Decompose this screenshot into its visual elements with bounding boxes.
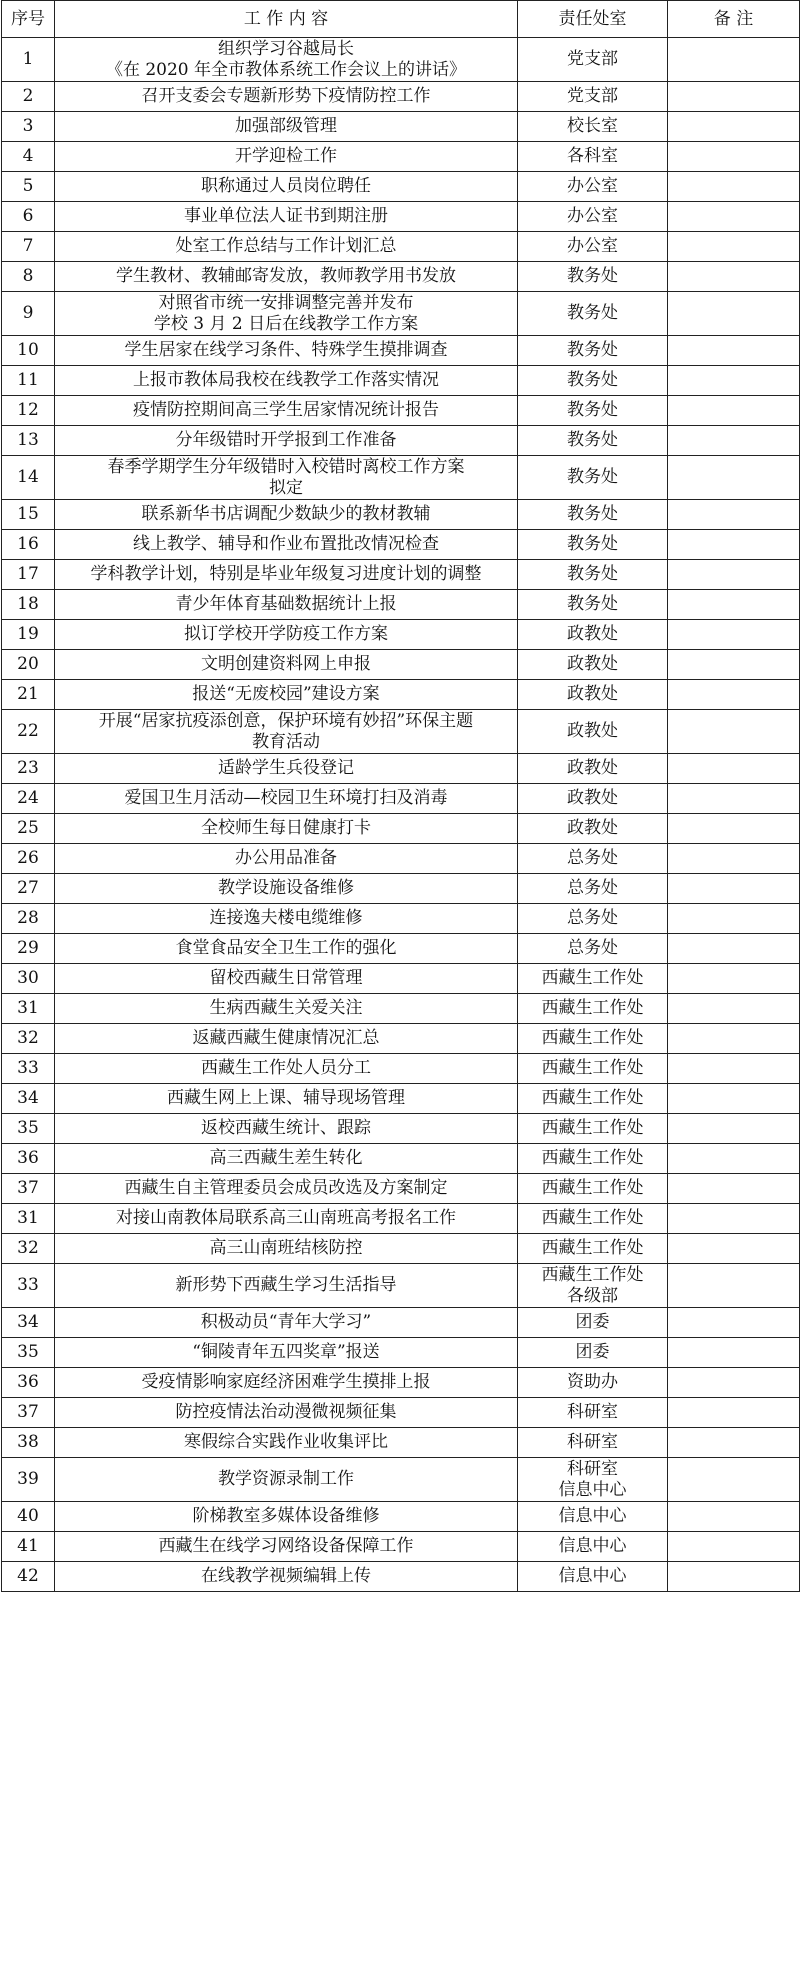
row-note-cell [668, 1204, 800, 1234]
row-index-cell: 6 [2, 202, 55, 232]
row-note-cell [668, 1024, 800, 1054]
row-note-cell [668, 336, 800, 366]
row-content-cell: 西藏生网上上课、辅导现场管理 [55, 1084, 518, 1114]
table-row [2, 1428, 800, 1458]
row-dept-cell: 政教处 [518, 650, 668, 680]
table-row [2, 994, 800, 1024]
row-index-cell: 25 [2, 814, 55, 844]
row-index-cell: 29 [2, 934, 55, 964]
row-index-cell: 3 [2, 112, 55, 142]
row-dept-cell: 总务处 [518, 874, 668, 904]
row-content-cell: 在线教学视频编辑上传 [55, 1562, 518, 1592]
table-row [2, 366, 800, 396]
row-note-cell [668, 784, 800, 814]
row-dept-cell: 西藏生工作处 [518, 1084, 668, 1114]
table-row [2, 964, 800, 994]
row-note-cell [668, 1338, 800, 1368]
row-content-cell: 教学资源录制工作 [55, 1458, 518, 1502]
table-row [2, 1338, 800, 1368]
row-index-cell: 20 [2, 650, 55, 680]
row-content-cell: 文明创建资料网上申报 [55, 650, 518, 680]
row-content-cell: 全校师生每日健康打卡 [55, 814, 518, 844]
row-dept-cell: 科研室 [518, 1398, 668, 1428]
row-content-cell: 积极动员“青年大学习” [55, 1308, 518, 1338]
row-dept-cell: 信息中心 [518, 1532, 668, 1562]
row-content-cell: 阶梯教室多媒体设备维修 [55, 1502, 518, 1532]
table-row [2, 112, 800, 142]
row-note-cell [668, 1264, 800, 1308]
row-content-cell: 返校西藏生统计、跟踪 [55, 1114, 518, 1144]
row-content-cell: 对接山南教体局联系高三山南班高考报名工作 [55, 1204, 518, 1234]
row-content-cell: 报送“无废校园”建设方案 [55, 680, 518, 710]
row-note-cell [668, 1398, 800, 1428]
row-index-cell: 27 [2, 874, 55, 904]
row-note-cell [668, 964, 800, 994]
table-body [2, 38, 800, 1592]
row-note-cell [668, 530, 800, 560]
row-content-cell: 职称通过人员岗位聘任 [55, 172, 518, 202]
row-index-cell: 24 [2, 784, 55, 814]
row-note-cell [668, 1114, 800, 1144]
row-content-cell: 疫情防控期间高三学生居家情况统计报告 [55, 396, 518, 426]
row-dept-cell: 政教处 [518, 620, 668, 650]
row-content-cell: 开学迎检工作 [55, 142, 518, 172]
row-index-cell: 8 [2, 262, 55, 292]
row-index-cell: 35 [2, 1114, 55, 1144]
row-content-cell: 高三山南班结核防控 [55, 1234, 518, 1264]
row-note-cell [668, 1368, 800, 1398]
table-row [2, 844, 800, 874]
table-row [2, 1532, 800, 1562]
row-content-cell: 线上教学、辅导和作业布置批改情况检查 [55, 530, 518, 560]
row-note-cell [668, 366, 800, 396]
table-row [2, 336, 800, 366]
row-dept-cell: 党支部 [518, 38, 668, 82]
row-index-cell: 17 [2, 560, 55, 590]
row-dept-cell: 西藏生工作处 各级部 [518, 1264, 668, 1308]
row-dept-cell: 办公室 [518, 202, 668, 232]
row-note-cell [668, 262, 800, 292]
table-row [2, 904, 800, 934]
table-row [2, 874, 800, 904]
row-content-cell: 对照省市统一安排调整完善并发布 学校 3 月 2 日后在线教学工作方案 [55, 292, 518, 336]
row-note-cell [668, 934, 800, 964]
table-row [2, 560, 800, 590]
table-row [2, 38, 800, 82]
row-content-cell: 生病西藏生关爱关注 [55, 994, 518, 1024]
row-index-cell: 11 [2, 366, 55, 396]
table-row [2, 1234, 800, 1264]
row-note-cell [668, 456, 800, 500]
row-content-cell: 高三西藏生差生转化 [55, 1144, 518, 1174]
table-row [2, 292, 800, 336]
row-index-cell: 33 [2, 1264, 55, 1308]
table-row [2, 1084, 800, 1114]
row-note-cell [668, 650, 800, 680]
table-row [2, 754, 800, 784]
row-note-cell [668, 904, 800, 934]
row-note-cell [668, 396, 800, 426]
row-note-cell [668, 680, 800, 710]
row-index-cell: 38 [2, 1428, 55, 1458]
row-note-cell [668, 1174, 800, 1204]
row-index-cell: 21 [2, 680, 55, 710]
row-index-cell: 14 [2, 456, 55, 500]
row-index-cell: 26 [2, 844, 55, 874]
header-index: 序号 [2, 1, 55, 38]
row-dept-cell: 西藏生工作处 [518, 1114, 668, 1144]
row-dept-cell: 教务处 [518, 336, 668, 366]
table-row [2, 1398, 800, 1428]
table-row [2, 172, 800, 202]
row-dept-cell: 各科室 [518, 142, 668, 172]
table-row [2, 710, 800, 754]
row-index-cell: 30 [2, 964, 55, 994]
row-dept-cell: 教务处 [518, 590, 668, 620]
row-note-cell [668, 1458, 800, 1502]
table-row [2, 500, 800, 530]
row-note-cell [668, 710, 800, 754]
row-dept-cell: 信息中心 [518, 1562, 668, 1592]
row-index-cell: 32 [2, 1234, 55, 1264]
row-dept-cell: 西藏生工作处 [518, 994, 668, 1024]
row-content-cell: 春季学期学生分年级错时入校错时离校工作方案 拟定 [55, 456, 518, 500]
row-dept-cell: 西藏生工作处 [518, 964, 668, 994]
table-row [2, 456, 800, 500]
table-row [2, 262, 800, 292]
table-row [2, 426, 800, 456]
row-dept-cell: 西藏生工作处 [518, 1024, 668, 1054]
header-row [2, 1, 800, 38]
table-row [2, 620, 800, 650]
row-content-cell: “铜陵青年五四奖章”报送 [55, 1338, 518, 1368]
row-content-cell: 处室工作总结与工作计划汇总 [55, 232, 518, 262]
row-index-cell: 5 [2, 172, 55, 202]
table-row [2, 1458, 800, 1502]
table-row [2, 1114, 800, 1144]
work-schedule-table [1, 0, 800, 1592]
row-content-cell: 受疫情影响家庭经济困难学生摸排上报 [55, 1368, 518, 1398]
table-row [2, 590, 800, 620]
row-index-cell: 35 [2, 1338, 55, 1368]
row-content-cell: 开展“居家抗疫添创意，保护环境有妙招”环保主题 教育活动 [55, 710, 518, 754]
row-note-cell [668, 172, 800, 202]
table-row [2, 232, 800, 262]
row-index-cell: 31 [2, 994, 55, 1024]
row-content-cell: 食堂食品安全卫生工作的强化 [55, 934, 518, 964]
row-index-cell: 19 [2, 620, 55, 650]
row-note-cell [668, 560, 800, 590]
table-row [2, 1144, 800, 1174]
row-dept-cell: 教务处 [518, 530, 668, 560]
table-row [2, 142, 800, 172]
table-row [2, 1562, 800, 1592]
row-content-cell: 事业单位法人证书到期注册 [55, 202, 518, 232]
row-dept-cell: 团委 [518, 1308, 668, 1338]
row-index-cell: 28 [2, 904, 55, 934]
row-content-cell: 西藏生工作处人员分工 [55, 1054, 518, 1084]
row-content-cell: 西藏生自主管理委员会成员改选及方案制定 [55, 1174, 518, 1204]
row-dept-cell: 总务处 [518, 934, 668, 964]
row-content-cell: 西藏生在线学习网络设备保障工作 [55, 1532, 518, 1562]
row-content-cell: 防控疫情法治动漫微视频征集 [55, 1398, 518, 1428]
row-index-cell: 42 [2, 1562, 55, 1592]
row-note-cell [668, 82, 800, 112]
row-note-cell [668, 1084, 800, 1114]
row-content-cell: 组织学习谷越局长 《在 2020 年全市教体系统工作会议上的讲话》 [55, 38, 518, 82]
table-row [2, 650, 800, 680]
row-index-cell: 33 [2, 1054, 55, 1084]
table-row [2, 396, 800, 426]
row-dept-cell: 资助办 [518, 1368, 668, 1398]
row-content-cell: 返藏西藏生健康情况汇总 [55, 1024, 518, 1054]
row-note-cell [668, 142, 800, 172]
row-index-cell: 10 [2, 336, 55, 366]
table-row [2, 1174, 800, 1204]
row-index-cell: 12 [2, 396, 55, 426]
row-dept-cell: 教务处 [518, 500, 668, 530]
row-dept-cell: 教务处 [518, 292, 668, 336]
row-index-cell: 15 [2, 500, 55, 530]
row-note-cell [668, 814, 800, 844]
row-index-cell: 39 [2, 1458, 55, 1502]
row-note-cell [668, 844, 800, 874]
row-note-cell [668, 620, 800, 650]
table-row [2, 202, 800, 232]
table-row [2, 1054, 800, 1084]
row-dept-cell: 办公室 [518, 232, 668, 262]
table-row [2, 82, 800, 112]
row-index-cell: 34 [2, 1084, 55, 1114]
row-content-cell: 拟订学校开学防疫工作方案 [55, 620, 518, 650]
row-note-cell [668, 1502, 800, 1532]
row-content-cell: 连接逸夫楼电缆维修 [55, 904, 518, 934]
row-content-cell: 学生教材、教辅邮寄发放，教师教学用书发放 [55, 262, 518, 292]
row-note-cell [668, 112, 800, 142]
table-row [2, 680, 800, 710]
row-index-cell: 2 [2, 82, 55, 112]
row-dept-cell: 西藏生工作处 [518, 1144, 668, 1174]
row-content-cell: 召开支委会专题新形势下疫情防控工作 [55, 82, 518, 112]
row-note-cell [668, 1428, 800, 1458]
row-note-cell [668, 500, 800, 530]
row-dept-cell: 西藏生工作处 [518, 1174, 668, 1204]
row-content-cell: 学科教学计划，特别是毕业年级复习进度计划的调整 [55, 560, 518, 590]
row-note-cell [668, 874, 800, 904]
row-dept-cell: 办公室 [518, 172, 668, 202]
row-index-cell: 22 [2, 710, 55, 754]
row-content-cell: 分年级错时开学报到工作准备 [55, 426, 518, 456]
row-dept-cell: 教务处 [518, 262, 668, 292]
row-index-cell: 36 [2, 1368, 55, 1398]
row-content-cell: 教学设施设备维修 [55, 874, 518, 904]
row-index-cell: 9 [2, 292, 55, 336]
row-content-cell: 学生居家在线学习条件、特殊学生摸排调查 [55, 336, 518, 366]
header-content: 工 作 内 容 [55, 1, 518, 38]
row-content-cell: 留校西藏生日常管理 [55, 964, 518, 994]
row-dept-cell: 团委 [518, 1338, 668, 1368]
row-dept-cell: 党支部 [518, 82, 668, 112]
row-dept-cell: 教务处 [518, 396, 668, 426]
row-note-cell [668, 1144, 800, 1174]
row-dept-cell: 科研室 信息中心 [518, 1458, 668, 1502]
row-note-cell [668, 1562, 800, 1592]
row-index-cell: 4 [2, 142, 55, 172]
table-row [2, 814, 800, 844]
row-dept-cell: 科研室 [518, 1428, 668, 1458]
table-row [2, 784, 800, 814]
row-dept-cell: 西藏生工作处 [518, 1234, 668, 1264]
table-row [2, 1502, 800, 1532]
row-dept-cell: 西藏生工作处 [518, 1054, 668, 1084]
row-dept-cell: 教务处 [518, 560, 668, 590]
row-dept-cell: 教务处 [518, 366, 668, 396]
row-content-cell: 办公用品准备 [55, 844, 518, 874]
table-row [2, 1204, 800, 1234]
row-content-cell: 联系新华书店调配少数缺少的教材教辅 [55, 500, 518, 530]
header-note: 备 注 [668, 1, 800, 38]
table-row [2, 1308, 800, 1338]
table-row [2, 1264, 800, 1308]
table-row [2, 530, 800, 560]
row-note-cell [668, 426, 800, 456]
row-dept-cell: 政教处 [518, 754, 668, 784]
row-dept-cell: 政教处 [518, 710, 668, 754]
row-dept-cell: 政教处 [518, 814, 668, 844]
row-index-cell: 18 [2, 590, 55, 620]
row-dept-cell: 西藏生工作处 [518, 1204, 668, 1234]
row-content-cell: 新形势下西藏生学习生活指导 [55, 1264, 518, 1308]
row-index-cell: 13 [2, 426, 55, 456]
row-dept-cell: 教务处 [518, 456, 668, 500]
table-row [2, 1368, 800, 1398]
table-row [2, 934, 800, 964]
row-index-cell: 36 [2, 1144, 55, 1174]
row-note-cell [668, 754, 800, 784]
row-dept-cell: 校长室 [518, 112, 668, 142]
row-note-cell [668, 1308, 800, 1338]
row-index-cell: 31 [2, 1204, 55, 1234]
row-note-cell [668, 38, 800, 82]
header-dept: 责任处室 [518, 1, 668, 38]
table-row [2, 1024, 800, 1054]
row-dept-cell: 总务处 [518, 844, 668, 874]
row-dept-cell: 信息中心 [518, 1502, 668, 1532]
row-index-cell: 32 [2, 1024, 55, 1054]
row-index-cell: 37 [2, 1174, 55, 1204]
row-index-cell: 41 [2, 1532, 55, 1562]
row-note-cell [668, 590, 800, 620]
row-index-cell: 40 [2, 1502, 55, 1532]
row-dept-cell: 政教处 [518, 680, 668, 710]
row-index-cell: 23 [2, 754, 55, 784]
row-content-cell: 适龄学生兵役登记 [55, 754, 518, 784]
row-dept-cell: 政教处 [518, 784, 668, 814]
row-index-cell: 16 [2, 530, 55, 560]
row-content-cell: 爱国卫生月活动—校园卫生环境打扫及消毒 [55, 784, 518, 814]
row-index-cell: 37 [2, 1398, 55, 1428]
row-note-cell [668, 994, 800, 1024]
row-content-cell: 寒假综合实践作业收集评比 [55, 1428, 518, 1458]
row-content-cell: 上报市教体局我校在线教学工作落实情况 [55, 366, 518, 396]
row-dept-cell: 总务处 [518, 904, 668, 934]
row-index-cell: 7 [2, 232, 55, 262]
row-index-cell: 1 [2, 38, 55, 82]
row-note-cell [668, 202, 800, 232]
row-note-cell [668, 1234, 800, 1264]
row-content-cell: 青少年体育基础数据统计上报 [55, 590, 518, 620]
row-note-cell [668, 1532, 800, 1562]
row-index-cell: 34 [2, 1308, 55, 1338]
row-dept-cell: 教务处 [518, 426, 668, 456]
row-content-cell: 加强部级管理 [55, 112, 518, 142]
row-note-cell [668, 292, 800, 336]
row-note-cell [668, 1054, 800, 1084]
row-note-cell [668, 232, 800, 262]
